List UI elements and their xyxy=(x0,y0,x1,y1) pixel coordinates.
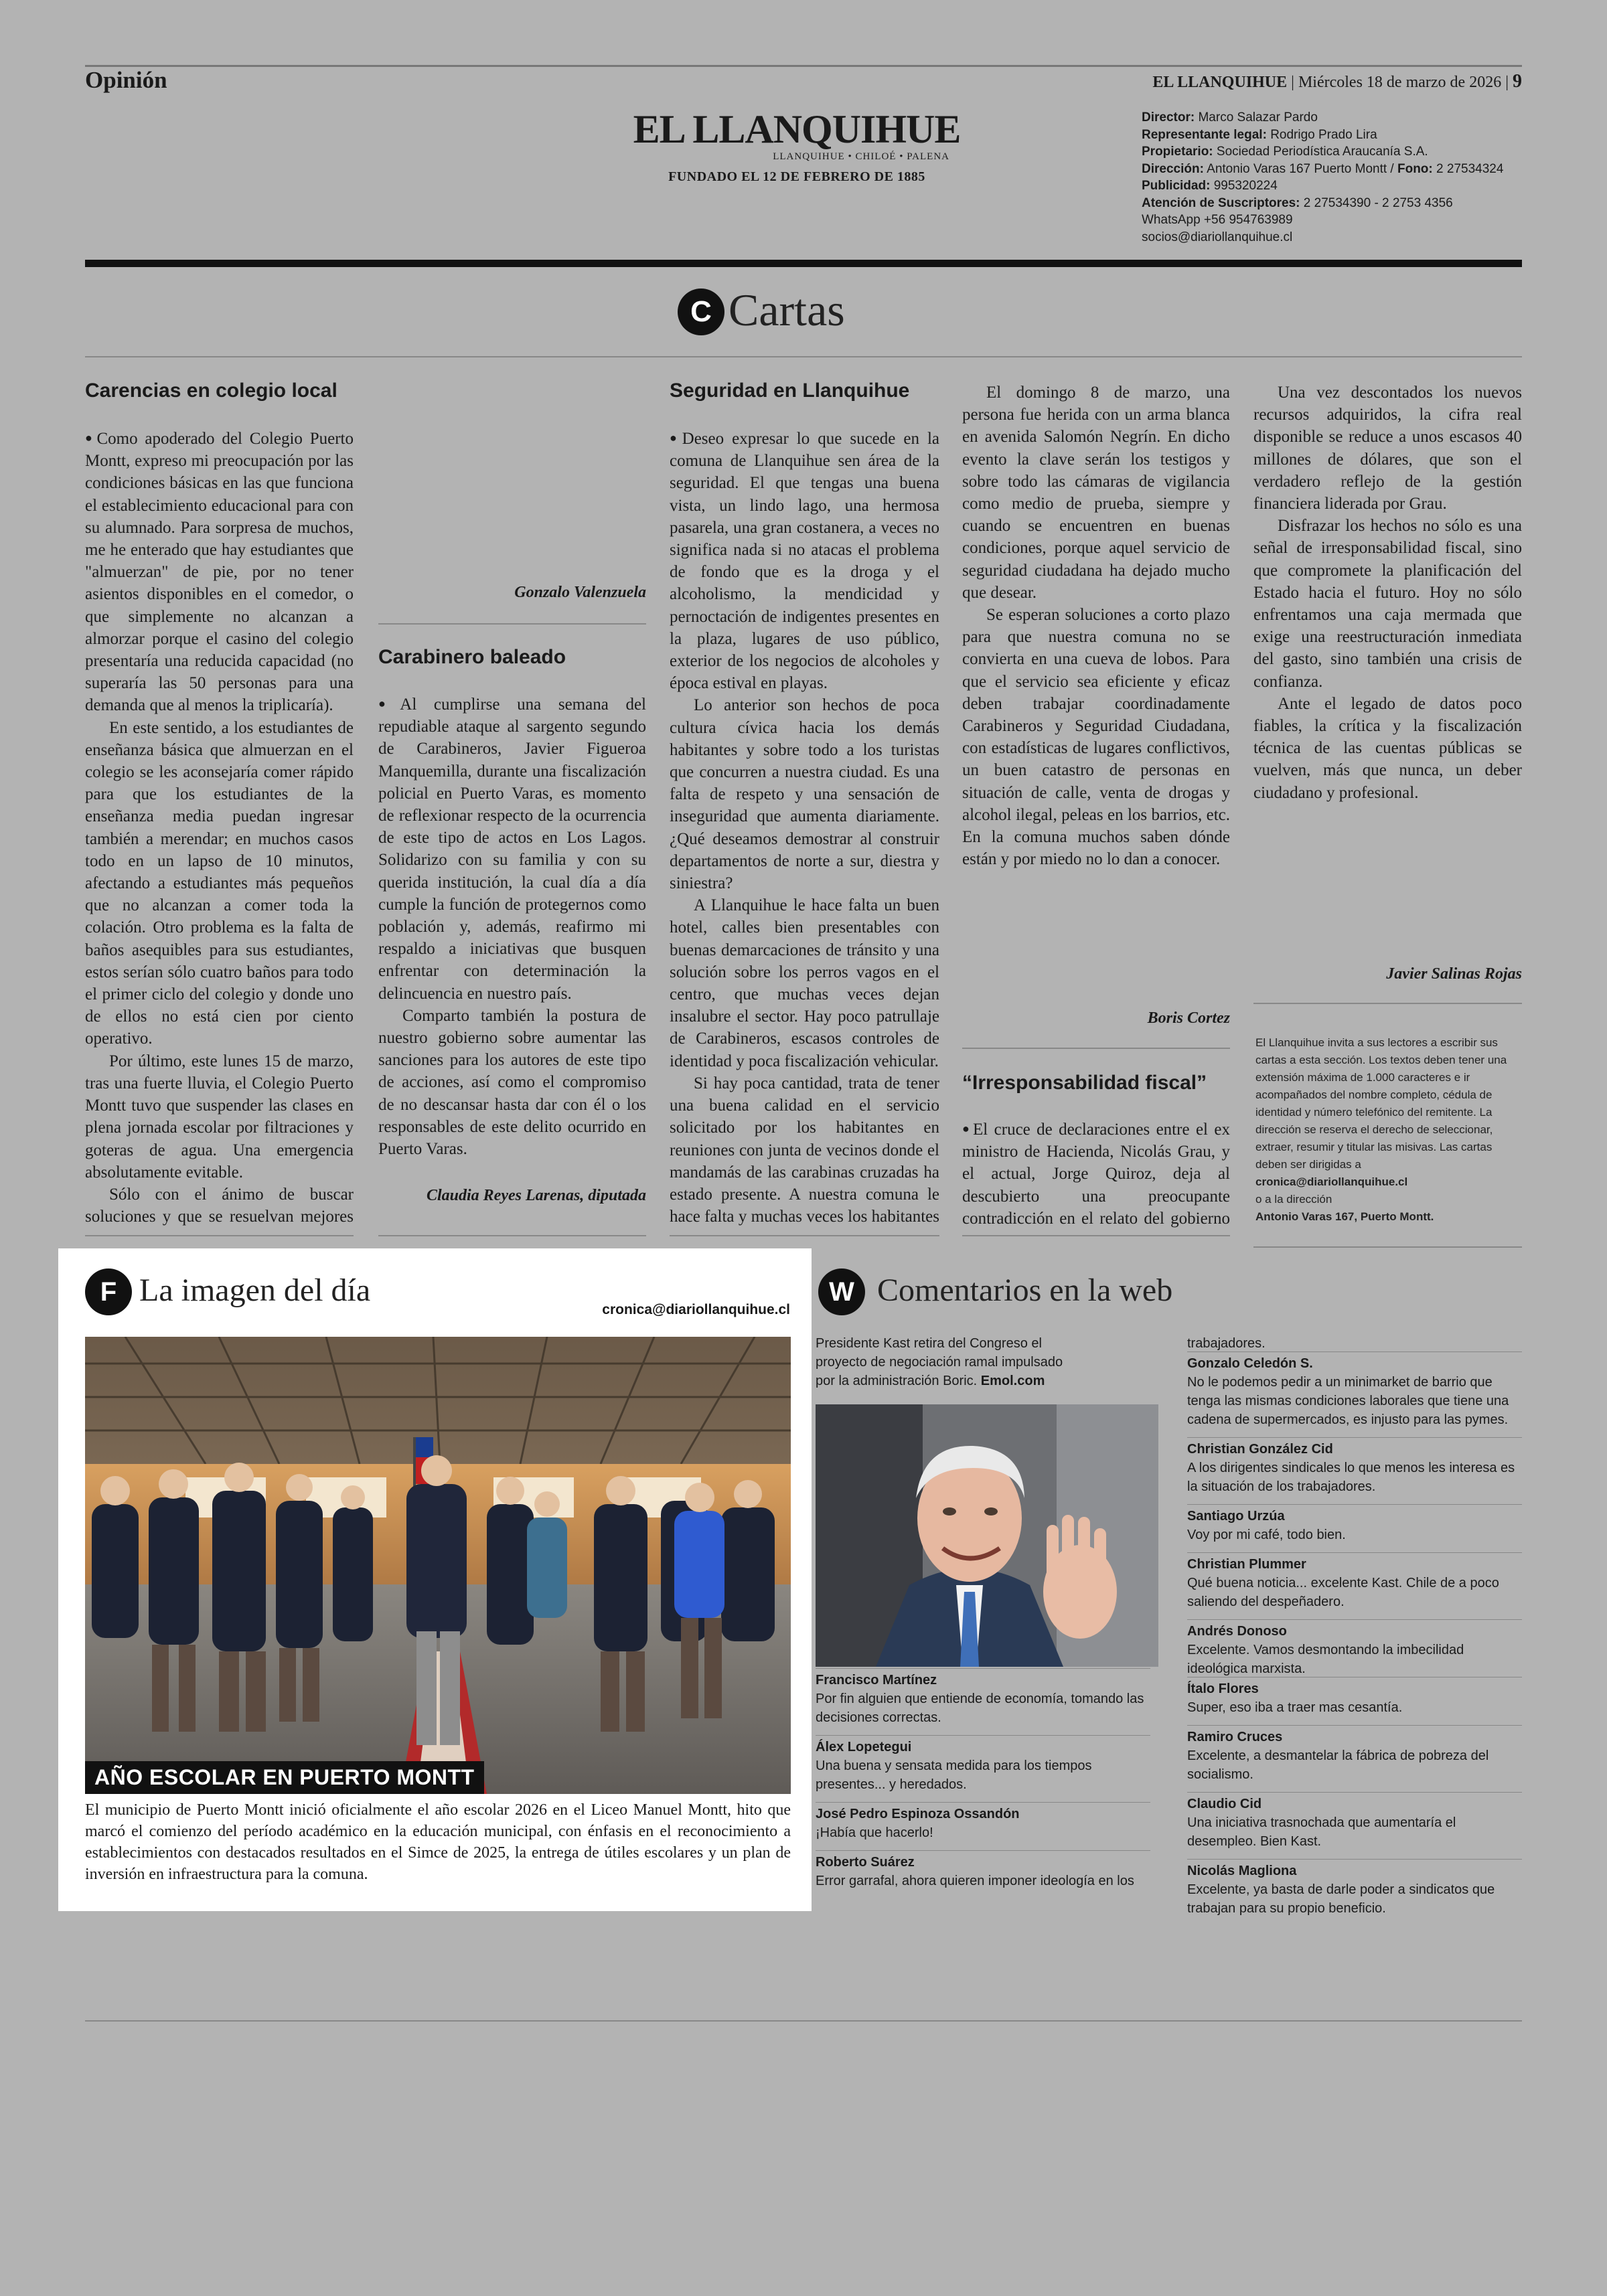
comment-text: Voy por mi café, todo bien. xyxy=(1187,1528,1346,1542)
letter4-col-bottom-rule xyxy=(962,1235,1230,1236)
comment-text: Excelente. Vamos desmontando la imbecilidad ideológica marxista. xyxy=(1187,1643,1464,1676)
letter2-signature: Claudia Reyes Larenas, diputada xyxy=(426,1187,646,1204)
top-rule xyxy=(85,65,1522,67)
comentarios-title: Comentarios en la web xyxy=(877,1273,1173,1308)
comment-separator xyxy=(1187,1859,1522,1860)
comment-separator xyxy=(1187,1552,1522,1553)
comment-text: Por fin alguien que entiende de economía, tomando las decisiones correctas. xyxy=(816,1692,1144,1725)
photo-label: AÑO ESCOLAR EN PUERTO MONTT xyxy=(85,1761,484,1794)
letter3-p6: Se esperan soluciones a corto plazo para que nuestra comuna no se convierta en una cueva de lobos. Para que el servicio sea eficiente y eficaz deben trabajar coordinadamente Carabineros y Seguridad Ciudadana, con estadísticas de lugares conflictivos, un buen catastro de personas en situación de calle, venta de drogas y alcohol ilegal, peleas en los barrios, etc. En la comuna muchos saben dónde están y por miedo no lo dan a conocer. xyxy=(962,606,1230,869)
staff-line xyxy=(1142,195,1517,212)
comment-author: Álex Lopetegui xyxy=(816,1740,912,1754)
letter4-body xyxy=(962,1118,1230,1232)
invite-text: El Llanquihue invita a sus lectores a escribir sus cartas a esta sección. Los textos deben tener una extensión máxima de 1.000 caracteres e ir acompañados del nombre completo, cédula de identidad y número telefónico del remitente. La dirección se reserva el derecho de seleccionar, extraer, resumir y titular las misivas. Las cartas deben ser dirigidas a xyxy=(1255,1036,1507,1171)
comment-item xyxy=(1187,1728,1522,1784)
comment-author: Roberto Suárez xyxy=(816,1855,915,1870)
kast-photo xyxy=(816,1404,1158,1667)
letter3-body-cont xyxy=(962,382,1230,987)
header-thick-rule xyxy=(85,260,1522,267)
invite-email[interactable]: cronica@diariollanquihue.cl xyxy=(1255,1175,1408,1188)
staff-label: Fono: xyxy=(1397,161,1433,176)
masthead-founded: FUNDADO EL 12 DE FEBRERO DE 1885 xyxy=(668,169,925,184)
comment-item xyxy=(1187,1555,1522,1611)
letter1-p1: ● Como apoderado del Colegio Puerto Montt, expreso mi preocupación por las condiciones básicas en las que funciona el establecimiento educacional para con su alumnado. Para sorpresa de muchos, me he enterado que hay estudiantes que "almuerzan" de pie, por no tener asientos disponibles en el comedor, o que simplemente no alcanzan a almorzar porque el casino del colegio presentaría una reducida capacidad (no superaría las 50 personas para una demanda que al menos la triplicaría). xyxy=(85,427,354,717)
comment-text: Excelente, a desmantelar la fábrica de pobreza del socialismo. xyxy=(1187,1748,1489,1782)
comment-author: Nicolás Magliona xyxy=(1187,1864,1297,1878)
comment-separator xyxy=(1187,1437,1522,1438)
comment-item xyxy=(816,1671,1150,1727)
staff-value: Antonio Varas 167 Puerto Montt / xyxy=(1207,161,1397,176)
folio: EL LLANQUIHUE | Miércoles 18 de marzo de 2026 | 9 xyxy=(1152,71,1522,92)
comment-item xyxy=(1187,1440,1522,1496)
intro-source[interactable]: Emol.com xyxy=(980,1374,1045,1388)
staff-line xyxy=(1142,229,1517,246)
staff-line xyxy=(1142,127,1517,144)
letter2-body xyxy=(378,693,646,1161)
comment-author: Francisco Martínez xyxy=(816,1673,937,1688)
letter3-p1: ● Deseo expresar lo que sucede en la comuna de Llanquihue sen área de la seguridad. El que tengas una buena vista, un lindo lago, una hermosa pasarela, una gran costanera, a veces no significa nada si no atacas el problema de fondo que es la droga y el alcoholismo, la mendicidad y pernoctación de indigentes presentes en la plaza, lugares de uso público, exterior de los negocios de alcoholes y época estival en playas. xyxy=(670,427,939,694)
folio-paper: EL LLANQUIHUE xyxy=(1152,74,1288,91)
staff-value: 2 27534324 xyxy=(1436,161,1504,176)
comment-item xyxy=(1187,1354,1522,1429)
letter2-title: Carabinero baleado xyxy=(378,646,566,668)
kast-photo-drawing xyxy=(816,1404,1158,1667)
comment-separator xyxy=(1187,1619,1522,1620)
comment-item xyxy=(816,1805,1150,1842)
folio-page: 9 xyxy=(1513,71,1522,92)
comment-separator xyxy=(1187,1351,1522,1352)
staff-value: WhatsApp +56 954763989 xyxy=(1142,213,1293,227)
staff-value: 2 27534390 - 2 2753 4356 xyxy=(1303,195,1453,210)
comment-text: Una buena y sensata medida para los tiempos presentes... y heredados. xyxy=(816,1758,1092,1792)
letter2-p1: ● Al cumplirse una semana del repudiable ataque al sargento segundo de Carabineros, Javier Figueroa Manquemilla, durante una fiscalización policial en Puerto Varas, es momento de reflexionar respecto de la ocurrencia de este tipo de actos en Los Lagos. Solidarizo con su familia y con su querida institución, la cual día a día cumple la función de protegernos como población y, además, reafirmo mi respaldo a iniciativas que busquen enfrentar con determinación la delincuencia en nuestro país. xyxy=(378,693,646,1005)
letter3-p2: Lo anterior son hechos de poca cultura cívica hacia los demás habitantes y sobre todo a los turistas que concurren a nuestra ciudad. Es una falta de respeto y una sensación de inseguridad que aumenta diariamente. ¿Qué deseamos demostrar al construir departamentos de norte a sur, diestra y siniestra? xyxy=(670,696,939,893)
letter3-signature: Boris Cortez xyxy=(1147,1009,1230,1027)
staff-label: Publicidad: xyxy=(1142,179,1211,193)
staff-box xyxy=(1142,109,1517,246)
letter2-p2: Comparto también la postura de nuestro gobierno sobre aumentar las sanciones para los autores de este tipo de acciones, así como el compromiso de no descansar hasta dar con él o los responsables de este delito ocurrido en Puerto Varas. xyxy=(378,1006,646,1159)
cartas-title: Cartas xyxy=(729,284,845,335)
comment-author: Santiago Urzúa xyxy=(1187,1509,1285,1524)
invite-bottom-rule xyxy=(1253,1246,1522,1248)
page-bottom-rule xyxy=(85,2020,1522,2022)
folio-date: Miércoles 18 de marzo de 2026 xyxy=(1298,74,1502,91)
letter3-p3: A Llanquihue le hace falta un buen hotel, calles bien presentables con buenas demarcaciones de tránsito y una solución sobre los perros vagos en el centro, que muchas veces dejan insalubre el sector. Hay poco patrullaje de Carabineros, escasos controles de identidad y poca fiscalización vehicular. xyxy=(670,896,939,1070)
staff-value: socios@diariollanquihue.cl xyxy=(1142,230,1293,244)
letter4-signature: Javier Salinas Rojas xyxy=(1386,965,1522,983)
comment-author: Claudio Cid xyxy=(1187,1797,1262,1811)
comment-carry: trabajadores. xyxy=(1187,1336,1266,1351)
letter4-sep xyxy=(1253,1003,1522,1004)
letter1-p2: En este sentido, a los estudiantes de enseñanza básica que almuerzan en el colegio se les aconsejaría comer rápido para que los estudiantes de la enseñanza media puedan ingresar también a merendar; en muchos casos todo en un lapso de 10 minutos, afectando a estudiantes más pequeños que no alcanzan a comer toda la colación. Otro problema es la falta de baños asequibles para sus estudiantes, estos serían sólo cuatro baños para todo el primer ciclo del colegio y donde uno de ellos no está cien por ciento operativo. xyxy=(85,718,354,1048)
comment-author: José Pedro Espinoza Ossandón xyxy=(816,1807,1020,1821)
comment-separator xyxy=(1187,1725,1522,1726)
comment-item xyxy=(1187,1679,1522,1717)
comment-item xyxy=(816,1738,1150,1794)
letter4-p1: ● El cruce de declaraciones entre el ex ministro de Hacienda, Nicolás Grau, y el actual, Jorge Quiroz, deja al descubierto una preocupante contradicción en el relato del gobierno xyxy=(962,1118,1230,1232)
comment-separator xyxy=(816,1850,1150,1851)
comment-author: Gonzalo Celedón S. xyxy=(1187,1356,1313,1371)
staff-label: Representante legal: xyxy=(1142,127,1267,142)
letter1-body-col1 xyxy=(85,427,354,1230)
cartas-rule xyxy=(85,356,1522,357)
invite-or: o a la dirección xyxy=(1255,1193,1332,1206)
comment-item xyxy=(1187,1795,1522,1851)
staff-line xyxy=(1142,161,1517,178)
letter1-p3: Por último, este lunes 15 de marzo, tras una fuerte lluvia, el Colegio Puerto Montt tuvo que suspender las clases en plena jornada escolar por filtraciones y goteras de agua. Una emergencia absolutamente evitable. xyxy=(85,1052,354,1181)
staff-line xyxy=(1142,109,1517,127)
comment-author: Ítalo Flores xyxy=(1187,1682,1259,1696)
letter4-title: “Irresponsabilidad fiscal” xyxy=(962,1072,1207,1094)
masthead-regions: LLANQUIHUE • CHILOÉ • PALENA xyxy=(773,151,949,162)
comment-item xyxy=(1187,1622,1522,1678)
section-label: Opinión xyxy=(85,67,167,93)
comment-item xyxy=(816,1853,1150,1890)
comment-text: No le podemos pedir a un minimarket de barrio que tenga las mismas condiciones laborales que tiene una cadena de supermercados, es injusto para las pymes. xyxy=(1187,1375,1509,1427)
letter4-body-cont xyxy=(1253,382,1522,957)
comment-text: ¡Había que hacerlo! xyxy=(816,1825,933,1840)
letter1-signature: Gonzalo Valenzuela xyxy=(514,584,646,601)
imagen-dia-icon: F xyxy=(85,1268,132,1315)
comment-text: Excelente, ya basta de darle poder a sindicatos que trabajan para su propio beneficio. xyxy=(1187,1882,1495,1916)
comment-author: Christian Plummer xyxy=(1187,1557,1306,1572)
comment-author: Christian González Cid xyxy=(1187,1442,1333,1457)
invite-box xyxy=(1255,1034,1520,1226)
staff-label: Propietario: xyxy=(1142,145,1213,159)
masthead xyxy=(629,107,964,185)
staff-label: Director: xyxy=(1142,110,1195,125)
letter3-sep xyxy=(962,1048,1230,1049)
comment-separator xyxy=(816,1735,1150,1736)
comment-text: A los dirigentes sindicales lo que menos les interesa es la situación de los trabajadores. xyxy=(1187,1461,1515,1494)
comment-text: Super, eso iba a traer mas cesantía. xyxy=(1187,1700,1403,1715)
comment-separator xyxy=(1187,1504,1522,1505)
letter3-p5: El domingo 8 de marzo, una persona fue herida con un arma blanca en avenida Salomón Negrín. En dicho evento la clave serán los testigos y sobre todo las cámaras de vigilancia como medio de prueba, siempre y cuando se encuentren en buenas condiciones, porque aquel servicio de seguridad ciudadana ha dejado mucho que desear. xyxy=(962,384,1230,602)
letter4-p2: Una vez descontados los nuevos recursos adquiridos, la cifra real disponible se reduce a unos escasos 40 millones de dólares, que son el verdadero reflejo de la gestión financiera liderada por Grau. xyxy=(1253,384,1522,513)
comment-separator xyxy=(816,1668,1150,1669)
letter3-p4: Si hay poca cantidad, trata de tener una buena calidad en el servicio solicitado por los habitantes en reuniones con junta de vecinos donde el mandamás de las carabinas cruzadas ha estado presente. A nuestra comuna le hace falta y muchas veces los habitantes xyxy=(670,1074,939,1226)
comment-text: Una iniciativa trasnochada que aumentaría el desempleo. Bien Kast. xyxy=(1187,1815,1456,1849)
letter1-bottom-rule xyxy=(85,1235,354,1236)
photo-caption: El municipio de Puerto Montt inició oficialmente el año escolar 2026 en el Liceo Manuel Montt, hito que marcó el comienzo del período académico en la educación municipal, con énfasis en el reconocimiento a establecimientos con destacados resultados en el Simce de 2025, la entrega de útiles escolares y un plan de inversión en infraestructura para la comuna. xyxy=(85,1801,791,1883)
school-photo-drawing xyxy=(85,1337,791,1794)
comment-text: Error garrafal, ahora quieren imponer ideología en los xyxy=(816,1874,1134,1888)
staff-line xyxy=(1142,212,1517,229)
comment-author: Ramiro Cruces xyxy=(1187,1730,1283,1744)
letter1-p4: Sólo con el ánimo de buscar soluciones y que se resuelvan mejores xyxy=(85,1185,354,1226)
staff-value: Rodrigo Prado Lira xyxy=(1270,127,1377,142)
letter3-title: Seguridad en Llanquihue xyxy=(670,380,910,402)
letter1-title: Carencias en colegio local xyxy=(85,380,337,402)
cartas-icon: C xyxy=(678,289,724,335)
letter3-col-bottom-rule xyxy=(670,1235,939,1236)
comment-separator xyxy=(1187,1792,1522,1793)
staff-label: Atención de Suscriptores: xyxy=(1142,195,1300,210)
comment-text: Qué buena noticia... excelente Kast. Chile de a poco saliendo del despeñadero. xyxy=(1187,1576,1499,1609)
comentarios-icon: W xyxy=(818,1268,865,1315)
staff-line xyxy=(1142,177,1517,195)
school-photo xyxy=(85,1337,791,1794)
imagen-dia-title: La imagen del día xyxy=(139,1273,371,1308)
staff-label: Dirección: xyxy=(1142,161,1204,176)
comment-item xyxy=(1187,1507,1522,1544)
letter4-p3: Disfrazar los hechos no sólo es una señal de irresponsabilidad fiscal, sino que compromete la planificación del Estado hacia el futuro. Hoy no sólo enfrentamos una caja mermada que exige una reestructuración inmediata del gasto, sino también una crisis de confianza. xyxy=(1253,517,1522,691)
masthead-title: EL LLANQUIHUE xyxy=(633,107,961,151)
letter1-sep xyxy=(378,623,646,625)
comment-separator xyxy=(816,1802,1150,1803)
imagen-dia-email[interactable]: cronica@diariollanquihue.cl xyxy=(602,1302,790,1317)
staff-value: 995320224 xyxy=(1213,179,1278,193)
staff-value: Sociedad Periodística Araucanía S.A. xyxy=(1216,145,1428,159)
staff-line xyxy=(1142,143,1517,161)
comment-author: Andrés Donoso xyxy=(1187,1624,1287,1639)
invite-address: Antonio Varas 167, Puerto Montt. xyxy=(1255,1210,1434,1223)
comentarios-intro xyxy=(816,1334,1083,1390)
intro-text: Presidente Kast retira del Congreso el proyecto de negociación ramal impulsado por la administración Boric. xyxy=(816,1336,1063,1388)
letter4-p4: Ante el legado de datos poco fiables, la crítica y la fiscalización técnica de las cuentas públicas se vuelven, más que nunca, un deber ciudadano y profesional. xyxy=(1253,694,1522,802)
comment-item xyxy=(1187,1862,1522,1918)
letter2-bottom-rule xyxy=(378,1235,646,1236)
letter3-body xyxy=(670,427,939,1230)
staff-value: Marco Salazar Pardo xyxy=(1198,110,1318,125)
